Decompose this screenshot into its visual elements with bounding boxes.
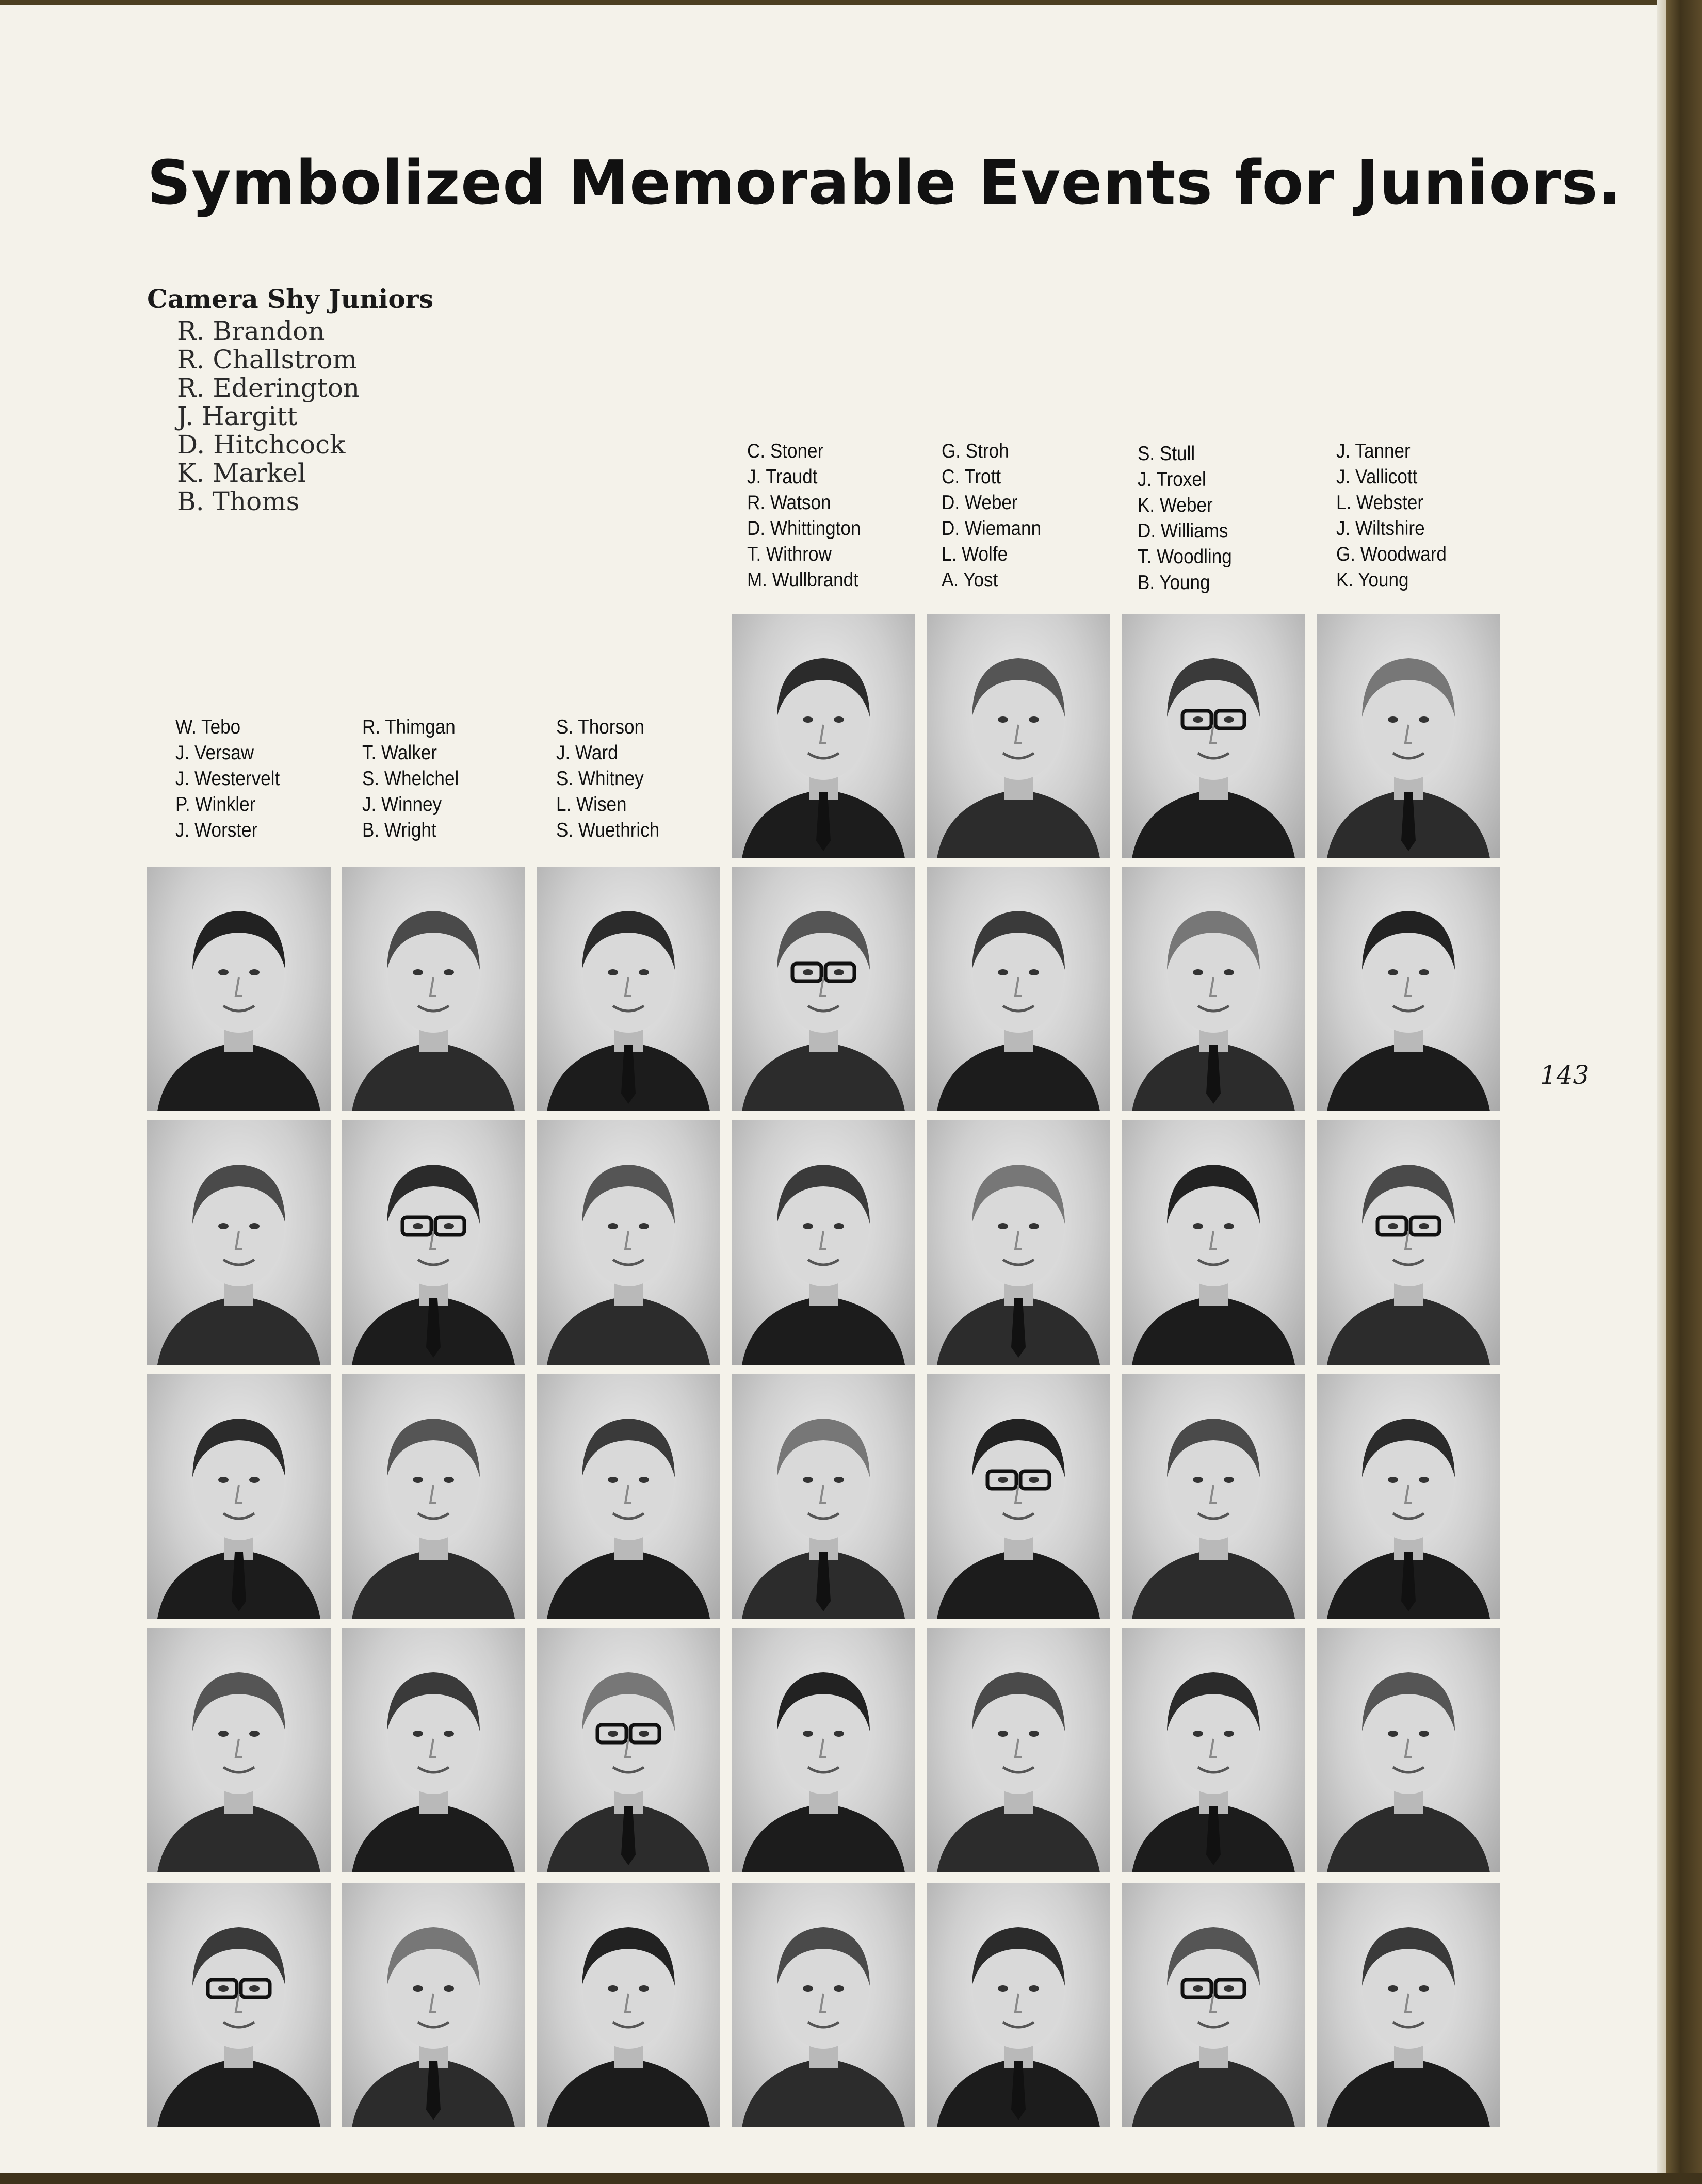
student-name: J. Worster [175, 819, 258, 841]
student-portrait [147, 1120, 331, 1365]
name-column [1138, 441, 1232, 596]
student-name: T. Woodling [1138, 546, 1232, 568]
student-portrait [537, 1120, 720, 1365]
student-name: D. Wiemann [942, 517, 1042, 540]
student-portrait [1122, 614, 1305, 858]
page-number: 143 [1540, 1060, 1590, 1090]
page-top-edge [0, 0, 1702, 5]
name-column [362, 714, 459, 843]
camera-shy-name: B. Thoms [177, 486, 300, 516]
student-name: W. Tebo [175, 716, 241, 738]
student-name: J. Winney [362, 793, 442, 816]
student-portrait [537, 867, 720, 1111]
student-name: R. Watson [747, 492, 831, 514]
name-column [556, 714, 659, 843]
book-binding-edge [1666, 0, 1702, 2184]
student-portrait [927, 1120, 1110, 1365]
student-portrait [927, 1628, 1110, 1872]
student-name: P. Winkler [175, 793, 256, 816]
student-portrait [732, 867, 915, 1111]
student-portrait [537, 1374, 720, 1619]
student-portrait [147, 1883, 331, 2127]
student-name: J. Traudt [747, 466, 818, 488]
camera-shy-name: R. Challstrom [177, 345, 357, 374]
student-portrait [1122, 1120, 1305, 1365]
student-portrait [927, 867, 1110, 1111]
student-name: K. Weber [1138, 494, 1213, 516]
student-portrait [1317, 1883, 1500, 2127]
student-portrait [537, 1628, 720, 1872]
student-name: S. Thorson [556, 716, 645, 738]
camera-shy-name: D. Hitchcock [177, 430, 346, 460]
student-name: T. Withrow [747, 543, 832, 565]
student-portrait [537, 1883, 720, 2127]
camera-shy-name: J. Hargitt [177, 401, 298, 431]
page-gutter [1657, 0, 1666, 2184]
student-portrait [342, 867, 525, 1111]
camera-shy-name: R. Brandon [177, 316, 325, 346]
student-name: S. Whitney [556, 768, 644, 790]
student-name: L. Wolfe [942, 543, 1008, 565]
student-name: C. Trott [942, 466, 1001, 488]
student-name: B. Young [1138, 572, 1210, 594]
student-portrait [732, 1374, 915, 1619]
name-column [942, 438, 1041, 593]
student-portrait [147, 1628, 331, 1872]
page-bottom-edge [0, 2173, 1702, 2184]
camera-shy-heading: Camera Shy Juniors [147, 284, 434, 314]
student-portrait [342, 1628, 525, 1872]
student-name: B. Wright [362, 819, 436, 841]
student-portrait [1317, 1374, 1500, 1619]
student-portrait [1122, 1374, 1305, 1619]
student-name: J. Westervelt [175, 768, 280, 790]
student-name: A. Yost [942, 569, 998, 591]
student-portrait [1317, 614, 1500, 858]
camera-shy-name: K. Markel [177, 458, 306, 488]
student-name: K. Young [1336, 569, 1409, 591]
student-portrait [1317, 1628, 1500, 1872]
student-portrait [1317, 867, 1500, 1111]
student-name: S. Whelchel [362, 768, 459, 790]
student-portrait [732, 1120, 915, 1365]
student-name: T. Walker [362, 742, 437, 764]
student-name: J. Versaw [175, 742, 254, 764]
camera-shy-list [147, 284, 433, 516]
student-portrait [342, 1883, 525, 2127]
student-name: S. Wuethrich [556, 819, 660, 841]
camera-shy-name: R. Ederington [177, 373, 360, 403]
student-portrait [732, 614, 915, 858]
name-column [747, 438, 861, 593]
student-portrait [147, 1374, 331, 1619]
student-name: C. Stoner [747, 440, 824, 462]
student-name: G. Stroh [942, 440, 1009, 462]
student-name: J. Ward [556, 742, 618, 764]
student-portrait [342, 1120, 525, 1365]
student-name: R. Thimgan [362, 716, 456, 738]
name-column [175, 714, 280, 843]
student-portrait [1122, 867, 1305, 1111]
student-portrait [1122, 1628, 1305, 1872]
student-portrait [927, 1883, 1110, 2127]
student-name: L. Wisen [556, 793, 627, 816]
student-portrait [732, 1628, 915, 1872]
student-name: M. Wullbrandt [747, 569, 858, 591]
student-portrait [1122, 1883, 1305, 2127]
student-name: D. Williams [1138, 520, 1228, 542]
name-column [1336, 438, 1447, 593]
student-portrait [342, 1374, 525, 1619]
student-name: D. Weber [942, 492, 1018, 514]
student-portrait [927, 1374, 1110, 1619]
student-portrait [732, 1883, 915, 2127]
student-name: J. Vallicott [1336, 466, 1418, 488]
student-name: D. Whittington [747, 517, 861, 540]
student-name: J. Tanner [1336, 440, 1411, 462]
student-portrait [1317, 1120, 1500, 1365]
student-name: L. Webster [1336, 492, 1424, 514]
student-name: J. Troxel [1138, 468, 1206, 491]
student-name: G. Woodward [1336, 543, 1447, 565]
student-portrait [927, 614, 1110, 858]
student-portrait [147, 867, 331, 1111]
student-name: S. Stull [1138, 443, 1195, 465]
student-name: J. Wiltshire [1336, 517, 1425, 540]
page-title: Symbolized Memorable Events for Juniors. [147, 147, 1622, 218]
